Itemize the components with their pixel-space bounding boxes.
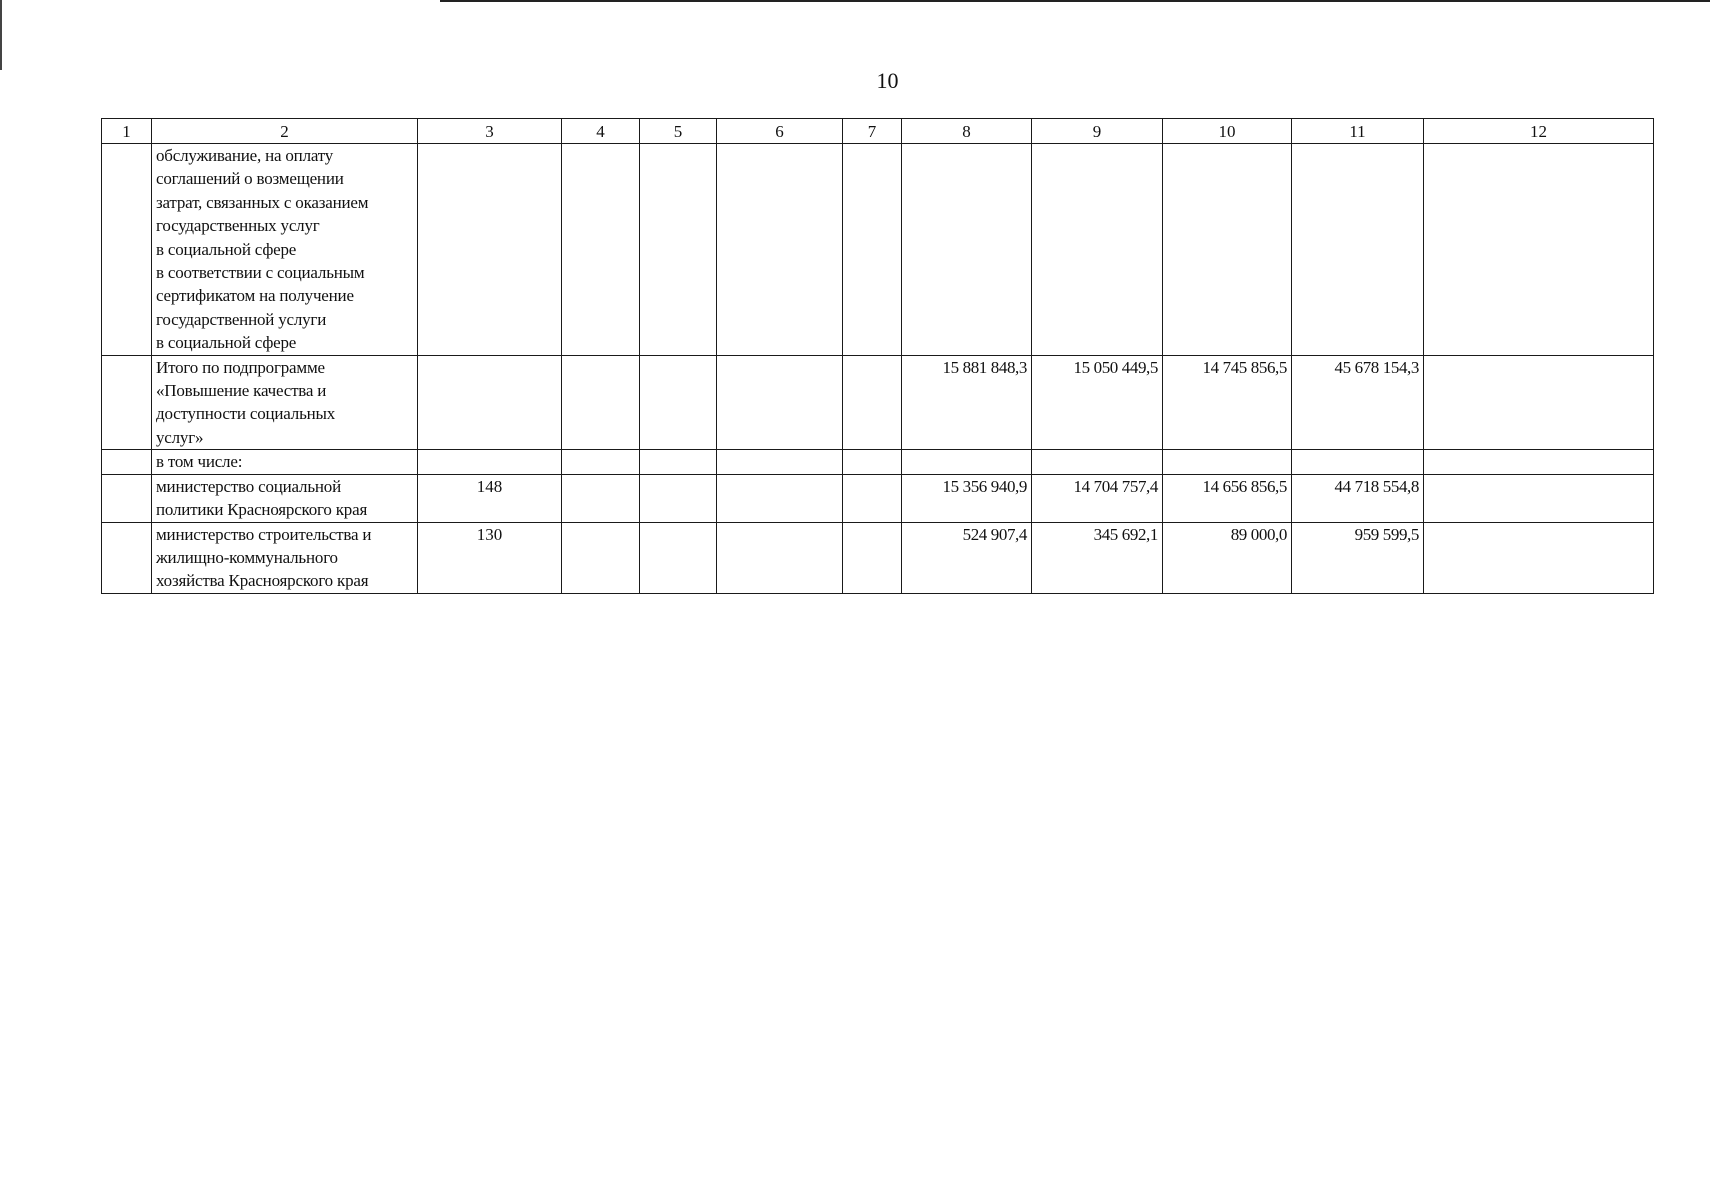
table-row — [102, 144, 1654, 356]
table-cell — [640, 144, 717, 356]
description-cell — [152, 144, 418, 356]
table-cell — [562, 474, 640, 522]
description-line: государственной услуги — [156, 309, 327, 329]
table-cell — [1424, 522, 1654, 593]
header-cell: 3 — [418, 119, 562, 144]
table-cell — [562, 522, 640, 593]
table-cell — [1424, 355, 1654, 450]
table-cell — [562, 450, 640, 474]
code-cell: 130 — [418, 522, 562, 593]
amount-col11-cell — [1292, 450, 1424, 474]
code-cell: 148 — [418, 474, 562, 522]
table-cell — [717, 474, 843, 522]
code-cell — [418, 144, 562, 356]
amount-col10-cell — [1163, 144, 1292, 356]
description-line: услуг» — [156, 427, 204, 447]
table-row — [102, 355, 1654, 450]
header-cell: 1 — [102, 119, 152, 144]
description-line: Итого по подпрограмме — [156, 357, 325, 377]
description-line: в том числе: — [156, 452, 243, 472]
table-cell — [102, 522, 152, 593]
table-cell — [843, 474, 902, 522]
amount-col10-cell: 14 745 856,5 — [1163, 355, 1292, 450]
table-cell — [717, 522, 843, 593]
description-cell — [152, 355, 418, 450]
table-row — [102, 450, 1654, 474]
top-border-line — [440, 0, 1710, 2]
amount-col9-cell: 14 704 757,4 — [1032, 474, 1163, 522]
header-cell: 7 — [843, 119, 902, 144]
amount-col9-cell: 345 692,1 — [1032, 522, 1163, 593]
description-line: «Повышение качества и — [156, 381, 327, 401]
table-cell — [717, 144, 843, 356]
description-line: политики Красноярского края — [156, 500, 368, 520]
page-number: 10 — [876, 68, 899, 93]
table-cell — [843, 522, 902, 593]
table-row — [102, 474, 1654, 522]
budget-table — [101, 118, 1654, 594]
table-cell — [102, 474, 152, 522]
table-cell — [102, 355, 152, 450]
description-cell — [152, 474, 418, 522]
amount-col10-cell: 14 656 856,5 — [1163, 474, 1292, 522]
table-cell — [717, 355, 843, 450]
amount-col9-cell: 15 050 449,5 — [1032, 355, 1163, 450]
table-cell — [102, 450, 152, 474]
description-line: министерство социальной — [156, 476, 341, 496]
table-cell — [717, 450, 843, 474]
table-cell — [102, 144, 152, 356]
code-cell — [418, 450, 562, 474]
header-cell: 11 — [1292, 119, 1424, 144]
description-line: государственных услуг — [156, 216, 320, 236]
table-cell — [562, 355, 640, 450]
header-cell: 5 — [640, 119, 717, 144]
table-cell — [1424, 144, 1654, 356]
header-cell: 10 — [1163, 119, 1292, 144]
table-cell — [640, 474, 717, 522]
description-line: в социальной сфере — [156, 333, 297, 353]
table-cell — [562, 144, 640, 356]
table-cell — [843, 450, 902, 474]
description-line: сертификатом на получение — [156, 286, 354, 306]
table-cell — [640, 355, 717, 450]
column-number-header-row — [102, 119, 1654, 144]
table-cell — [640, 522, 717, 593]
left-edge-mark — [0, 0, 5, 70]
table-row — [102, 522, 1654, 593]
header-cell: 6 — [717, 119, 843, 144]
amount-col11-cell — [1292, 144, 1424, 356]
amount-col8-cell: 15 356 940,9 — [902, 474, 1032, 522]
amount-col10-cell — [1163, 450, 1292, 474]
table-cell — [843, 355, 902, 450]
description-line: министерство строительства и — [156, 524, 372, 544]
header-cell: 8 — [902, 119, 1032, 144]
amount-col11-cell: 45 678 154,3 — [1292, 355, 1424, 450]
description-line: соглашений о возмещении — [156, 169, 344, 189]
description-line: затрат, связанных с оказанием — [156, 192, 369, 212]
description-line: жилищно-коммунального — [156, 547, 338, 567]
amount-col8-cell: 524 907,4 — [902, 522, 1032, 593]
header-cell: 2 — [152, 119, 418, 144]
amount-col8-cell — [902, 144, 1032, 356]
amount-col11-cell: 959 599,5 — [1292, 522, 1424, 593]
code-cell — [418, 355, 562, 450]
table-cell — [1424, 450, 1654, 474]
amount-col9-cell — [1032, 450, 1163, 474]
description-line: в соответствии с социальным — [156, 263, 365, 283]
table-cell — [1424, 474, 1654, 522]
amount-col10-cell: 89 000,0 — [1163, 522, 1292, 593]
table-cell — [843, 144, 902, 356]
amount-col9-cell — [1032, 144, 1163, 356]
description-line: доступности социальных — [156, 404, 336, 424]
amount-col11-cell: 44 718 554,8 — [1292, 474, 1424, 522]
header-cell: 4 — [562, 119, 640, 144]
header-cell: 12 — [1424, 119, 1654, 144]
amount-col8-cell: 15 881 848,3 — [902, 355, 1032, 450]
table-cell — [640, 450, 717, 474]
description-line: хозяйства Красноярского края — [156, 571, 369, 591]
description-line: в социальной сфере — [156, 239, 297, 259]
description-line: обслуживание, на оплату — [156, 146, 334, 165]
header-cell: 9 — [1032, 119, 1163, 144]
amount-col8-cell — [902, 450, 1032, 474]
description-cell — [152, 522, 418, 593]
description-cell — [152, 450, 418, 474]
